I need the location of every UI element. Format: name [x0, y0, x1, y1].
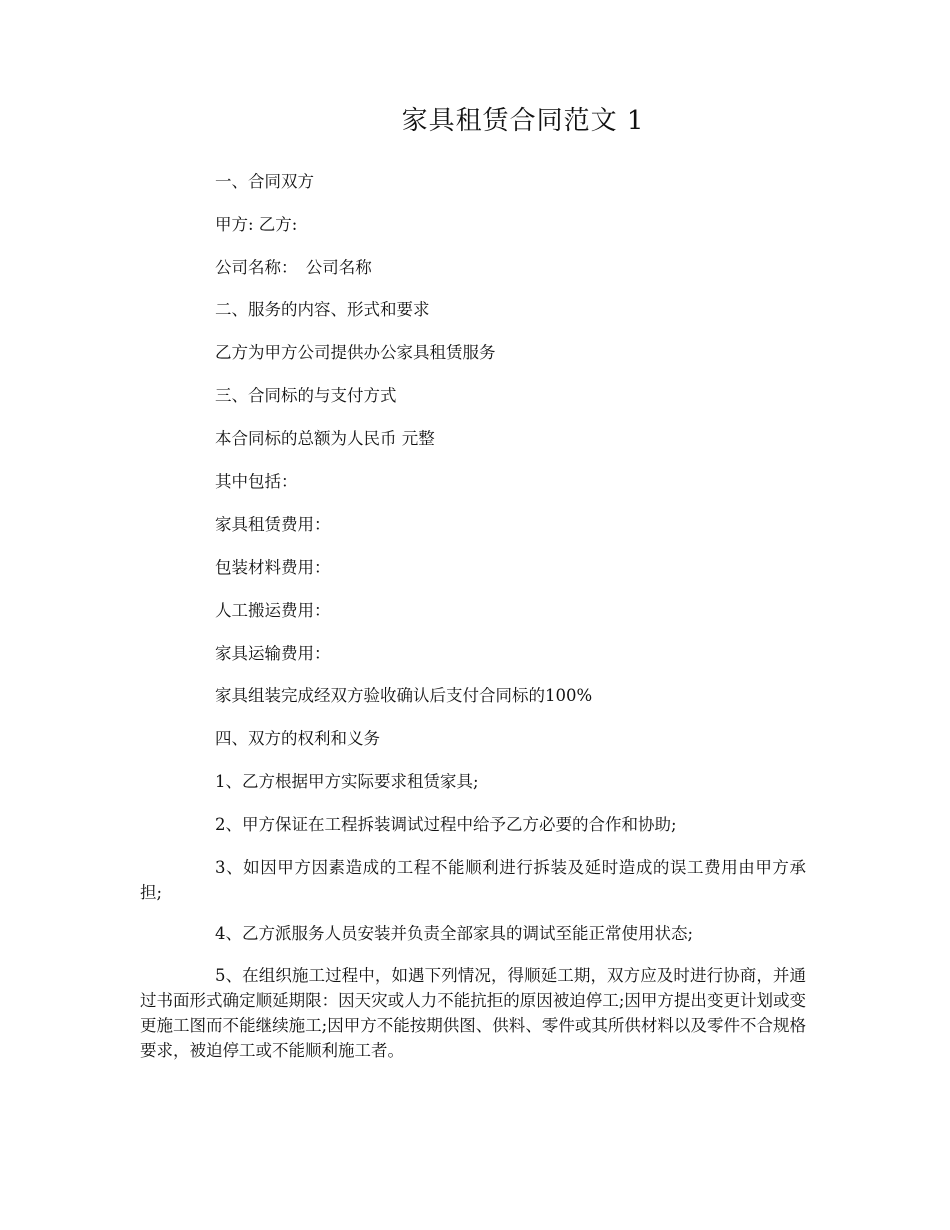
transport-fee-line: 家具运输费用： [215, 644, 331, 663]
labor-fee-line: 人工搬运费用： [215, 601, 331, 620]
obligation-item-5: 5、在组织施工过程中，如遇下列情况，得顺延工期，双方应及时进行协商，并通过书面形式确定顺延期限：因天灾或人力不能抗拒的原因被迫停工;因甲方提出变更计划或变更施工图而不能继续施工;因甲方不能按期供图、供料、零件或其所供材料以及零件不合规格要求，被迫停工或不能顺利施工者。 [140, 966, 806, 1060]
obligation-item-2: 2、甲方保证在工程拆装调试过程中给予乙方必要的合作和协助; [215, 815, 677, 834]
rental-fee-line: 家具租赁费用： [215, 515, 331, 534]
packaging-fee-line: 包装材料费用： [215, 558, 331, 577]
service-description: 乙方为甲方公司提供办公家具租赁服务 [215, 343, 496, 362]
section-heading-payment: 三、合同标的与支付方式 [215, 386, 397, 405]
obligation-item-4: 4、乙方派服务人员安装并负责全部家具的调试至能正常使用状态; [215, 924, 694, 943]
total-amount-line: 本合同标的总额为人民币 元整 [215, 429, 435, 448]
section-heading-rights: 四、双方的权利和义务 [215, 729, 380, 748]
section-heading-parties: 一、合同双方 [215, 172, 314, 191]
company-name-line: 公司名称： 公司名称 [215, 258, 372, 277]
party-line: 甲方: 乙方: [215, 215, 298, 234]
obligation-item-3: 3、如因甲方因素造成的工程不能顺利进行拆装及延时造成的误工费用由甲方承担; [140, 858, 806, 902]
section-heading-service: 二、服务的内容、形式和要求 [215, 300, 430, 319]
payment-terms-line: 家具组装完成经双方验收确认后支付合同标的100% [215, 686, 593, 705]
obligation-item-1: 1、乙方根据甲方实际要求租赁家具; [215, 772, 479, 791]
document-title: 家具租赁合同范文 1 [401, 106, 645, 136]
includes-line: 其中包括： [215, 472, 298, 491]
